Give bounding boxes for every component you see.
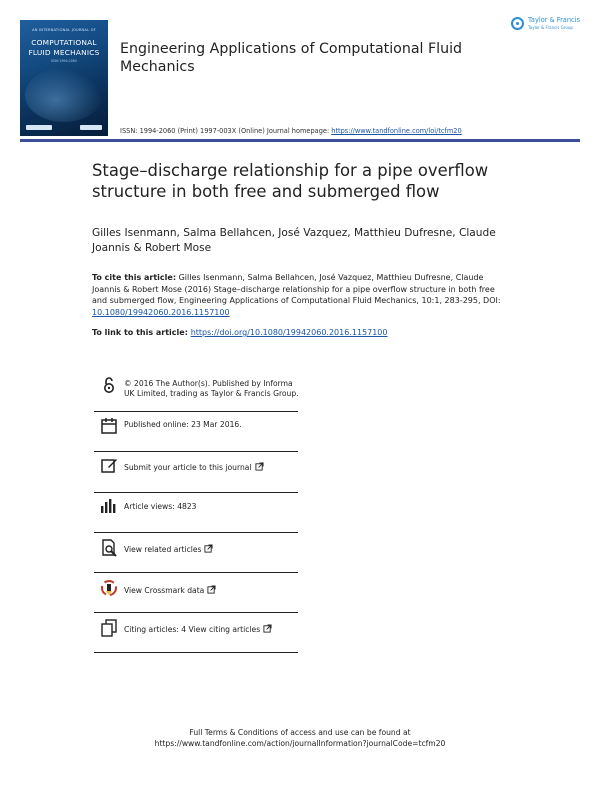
crossmark-link[interactable] (124, 585, 299, 596)
taylor-francis-logo[interactable] (511, 16, 583, 34)
info-separator (94, 572, 298, 573)
cover-subtitle: ISSN 1994-2060 (51, 59, 77, 63)
info-separator (94, 492, 298, 493)
article-link-line (92, 328, 512, 337)
info-separator (94, 532, 298, 533)
citing-articles-icon (100, 619, 118, 637)
external-link-icon (263, 624, 272, 633)
article-authors: Gilles Isenmann, Salma Bellahcen, José Vazquez, Matthieu Dufresne, Claude Joannis & Robert Mose (92, 227, 496, 254)
open-access-icon (100, 376, 118, 394)
citing-articles-link[interactable] (124, 624, 299, 635)
footer-terms-line: Full Terms & Conditions of access and use can be found at (189, 728, 411, 737)
info-separator (94, 612, 298, 613)
info-separator (94, 451, 298, 452)
citing-articles-label: Citing articles: 4 View citing articles (124, 625, 261, 634)
article-doi-url-link[interactable]: https://doi.org/10.1080/19942060.2016.1157100 (190, 328, 388, 337)
external-link-icon (255, 462, 264, 471)
cover-publisher-logo-right (80, 125, 102, 130)
cover-title-line2: FLUID MECHANICS (28, 48, 100, 57)
footer-terms (0, 727, 600, 749)
cover-top-text: AN INTERNATIONAL JOURNAL OF (32, 28, 96, 32)
citation-label: To cite this article: (92, 273, 177, 282)
cover-publisher-logo-left (26, 125, 52, 130)
edit-icon (100, 456, 118, 474)
citation-doi-link[interactable]: 10.1080/19942060.2016.1157100 (92, 307, 230, 317)
article-link-label: To link to this article: (92, 328, 191, 337)
cover-artwork (25, 68, 103, 122)
taylor-francis-logo-icon (511, 17, 524, 30)
external-link-icon (204, 544, 213, 553)
article-title: Stage–discharge relationship for a pipe overflow structure in both free and submerged flow (92, 161, 489, 201)
copyright-text: © 2016 The Author(s). Published by Informa UK Limited, trading as Taylor & Francis Group. (124, 379, 299, 398)
related-articles-label: View related articles (124, 545, 202, 554)
info-separator (94, 652, 298, 653)
calendar-icon (100, 417, 118, 435)
issn-line (120, 127, 462, 135)
submit-article-link[interactable] (124, 462, 299, 473)
journal-homepage-link[interactable]: https://www.tandfonline.com/loi/tcfm20 (331, 127, 462, 135)
citation-text: Gilles Isenmann, Salma Bellahcen, José Vazquez, Matthieu Dufresne, Claude Joannis & Robert Mose (2016) Stage–discharge relationship for a pipe overflow structure in both free and submerged flow, Engineering Applications of Computational Fluid Mechanics, 10:1, 283-295, DOI: (92, 273, 501, 305)
header-divider (20, 139, 580, 142)
journal-title: Engineering Applications of Computational Fluid Mechanics (120, 41, 463, 75)
search-document-icon (100, 539, 118, 557)
publisher-name: Taylor & Francis (528, 16, 580, 24)
crossmark-icon (100, 579, 118, 597)
submit-article-label: Submit your article to this journal (124, 463, 252, 472)
citation-block (92, 272, 512, 318)
cover-title-line1: COMPUTATIONAL (31, 38, 97, 47)
journal-cover-image (20, 20, 108, 136)
external-link-icon (207, 585, 216, 594)
article-views-text: Article views: 4823 (124, 502, 197, 511)
related-articles-link[interactable] (124, 544, 299, 555)
bar-chart-icon (100, 497, 118, 515)
info-separator (94, 411, 298, 412)
published-online-text: Published online: 23 Mar 2016. (124, 420, 242, 429)
publisher-tagline: Taylor & Francis Group (528, 25, 573, 30)
footer-terms-url[interactable]: https://www.tandfonline.com/action/journalInformation?journalCode=tcfm20 (154, 739, 446, 748)
issn-text: ISSN: 1994-2060 (Print) 1997-003X (Online) Journal homepage: (120, 127, 332, 135)
crossmark-label: View Crossmark data (124, 586, 205, 595)
